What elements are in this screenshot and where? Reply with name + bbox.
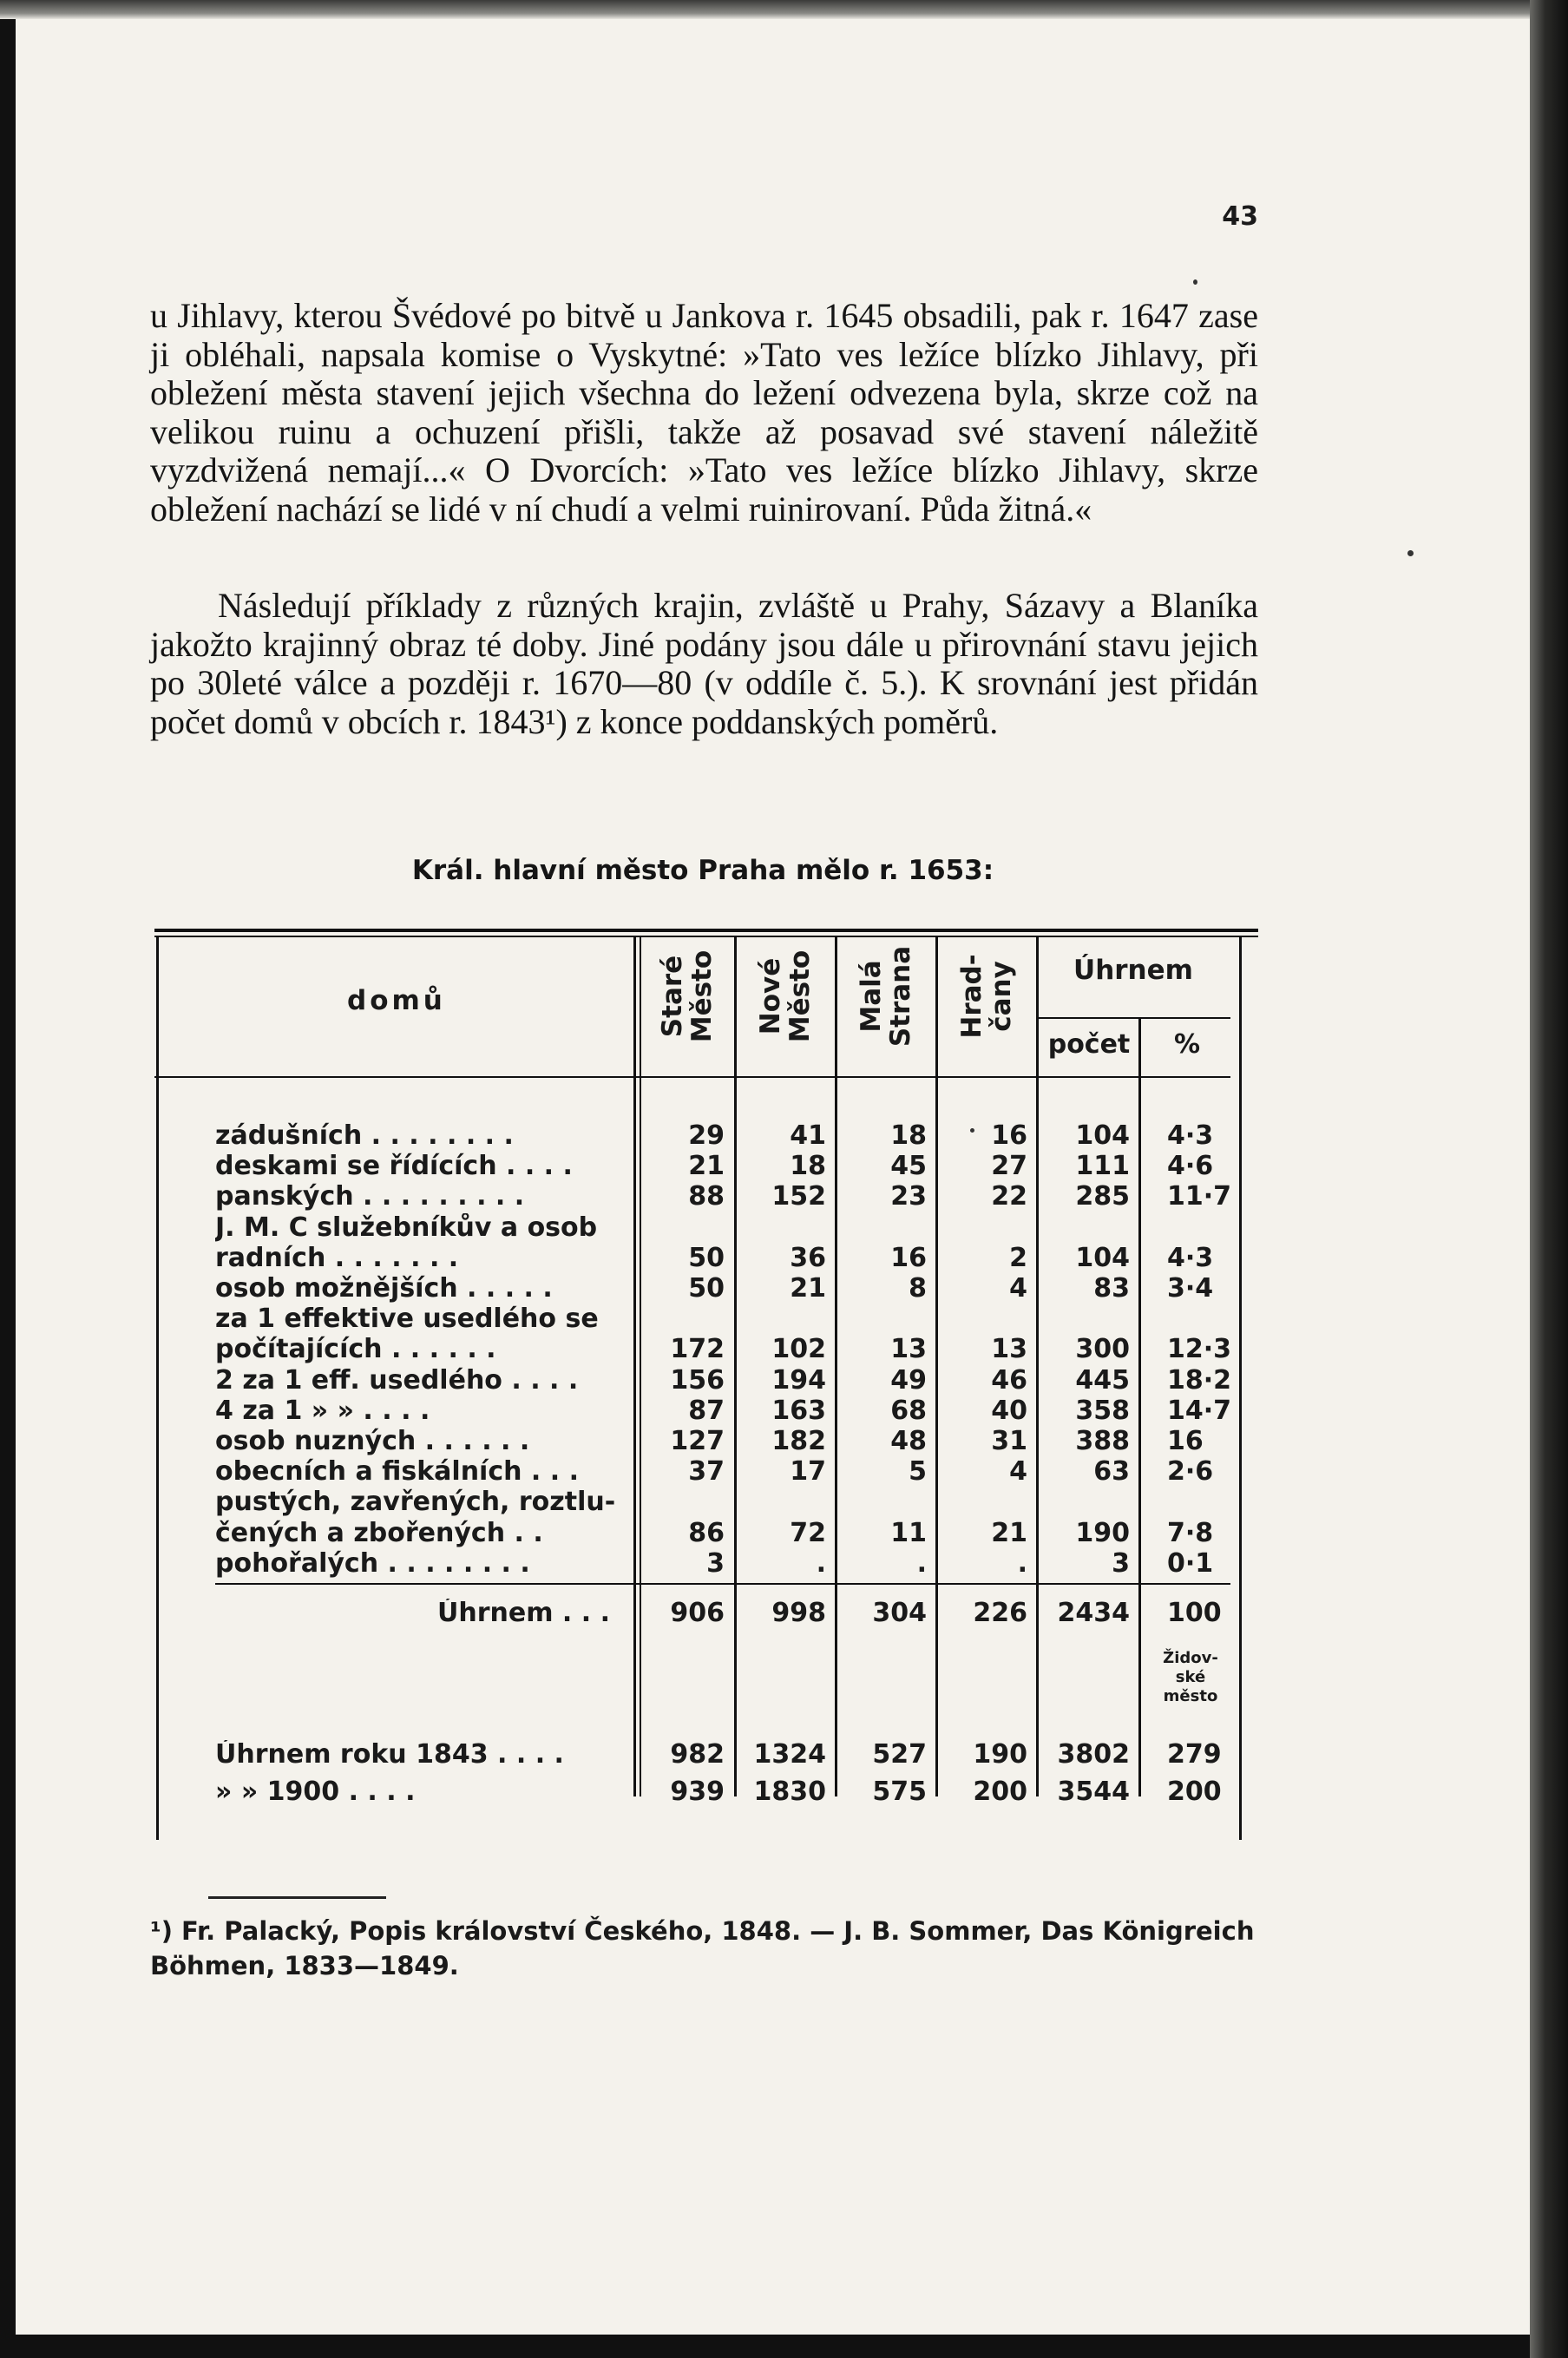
col-header-mala-line1: Malá [856,960,887,1033]
table-cell: 23 [890,1181,927,1212]
jewish-town-header [1147,1649,1234,1706]
table-cell: 46 [991,1365,1027,1396]
table-cell: 388 [1075,1426,1130,1456]
table-cell: 3 [706,1548,725,1579]
table-cell: 998 [771,1598,826,1628]
table-cell: 22 [991,1181,1027,1212]
col-header-hradcany [930,951,1043,1041]
table-header-rule [154,1076,1230,1078]
table-cell: 2434 [1057,1598,1130,1628]
table-row-label: 2 za 1 eff. usedlého . . . . [215,1366,579,1396]
table-cell: 13 [991,1334,1027,1364]
col-header-mala-line2: Strana [885,945,916,1048]
table-cell: 31 [991,1426,1027,1456]
col-header-nove-mesto [729,951,842,1041]
page-number: 43 [1222,201,1258,232]
scan-top-edge [0,0,1568,19]
table-cell: 104 [1075,1243,1130,1273]
table-row-label: osob možnějších . . . . . [215,1274,553,1304]
table-cell: 100 [1167,1598,1222,1628]
table-cell: 50 [688,1273,725,1304]
table-row-label: » » 1900 . . . . [215,1777,416,1807]
table-cell: 182 [771,1426,826,1456]
col-header-stare-mesto [631,951,744,1041]
table-row-label: panských . . . . . . . . . [215,1182,525,1212]
table-left-border [156,937,159,1840]
table-cell: 4 [1009,1273,1027,1304]
table-cell: 48 [890,1426,927,1456]
table-cell: 285 [1075,1181,1130,1212]
table-cell: 40 [991,1396,1027,1426]
table-cell: . [1017,1548,1027,1579]
table-row-label: Úhrnem roku 1843 . . . . [215,1740,564,1770]
table-cell: 37 [688,1456,725,1487]
table-cell: 87 [688,1396,725,1426]
table-cell: . [816,1548,826,1579]
row-header-domu: domů [347,985,446,1016]
table-cell: 4 [1009,1456,1027,1487]
scan-speck [970,1128,974,1133]
table-row-label: pohořalých . . . . . . . . [215,1549,530,1579]
jewish-town-line3: město [1163,1687,1218,1705]
table-row-label: radních . . . . . . . [215,1244,459,1273]
table-cell: 111 [1075,1151,1130,1181]
table-cell: 5 [909,1456,927,1487]
footnote-rule [208,1896,386,1899]
table-title: Král. hlavní město Praha mělo r. 1653: [411,855,994,886]
table-cell: 3 [1112,1548,1130,1579]
table-cell: 21 [790,1273,826,1304]
col-header-hrad-line2: čany [986,961,1017,1032]
scan-speck [1193,279,1197,285]
table-row-label: obecních a fiskálních . . . [215,1457,580,1487]
table-cell: 16 [890,1243,927,1273]
table-cell: 3544 [1057,1777,1130,1807]
table-cell: 156 [670,1365,725,1396]
table-cell: 575 [872,1777,927,1807]
table-cell: 86 [688,1518,725,1548]
table-row-label: za 1 effektive usedlého se [215,1304,599,1334]
table-cell: 4·3 [1167,1243,1214,1273]
scan-speck [1407,550,1414,556]
table-row-label: 4 za 1 » » . . . . [215,1396,430,1426]
table-cell: 190 [1075,1518,1130,1548]
col-header-nove-line2: Město [784,949,816,1043]
total-subheader-rule [1038,1017,1230,1019]
table-cell: 18·2 [1167,1365,1232,1396]
table-cell: 45 [890,1151,927,1181]
table-cell: 36 [790,1243,826,1273]
table-row-label: deskami se řídících . . . . [215,1152,573,1181]
table-cell: 1324 [753,1739,826,1770]
table-cell: 1830 [753,1777,826,1807]
table-right-border [1239,937,1242,1840]
table-cell: 226 [973,1598,1027,1628]
table-cell: 16 [991,1120,1027,1151]
table-cell: 7·8 [1167,1518,1214,1548]
jewish-town-line1: Židov- [1163,1649,1218,1667]
table-cell: 11 [890,1518,927,1548]
table-cell: 16 [1167,1426,1204,1456]
table-row-label: počítajících . . . . . . [215,1335,496,1364]
table-cell: 72 [790,1518,826,1548]
footnote: ¹) Fr. Palacký, Popis království Českého, 1848. — J. B. Sommer, Das Königreich Böhmen, 1833—1849. [150,1916,1255,1980]
table-cell: 172 [670,1334,725,1364]
table-row-label: osob nuzných . . . . . . [215,1427,530,1456]
paragraph-2-text: Následují příklady z různých krajin, zvláště u Prahy, Sázavy a Blaníka jakožto krajinný obraz té doby. Jiné podány jsou dále u přirovnání stavu jejich po 30leté válce a později r. 1670—80 (v oddíle č. 5.). K srovnání jest přidán počet domů v obcích r. 1843¹) z konce poddanských poměrů. [150,586,1258,741]
table-cell: 279 [1167,1739,1222,1770]
table-cell: 2·6 [1167,1456,1214,1487]
table-row-label: J. M. C služebníkův a osob [215,1213,598,1243]
table-sum-rule [215,1583,1230,1585]
table-cell: 8 [909,1273,927,1304]
table-cell: 190 [973,1739,1027,1770]
col-header-stare-line1: Staré [657,955,688,1038]
percent-header: % [1173,1029,1201,1060]
table-cell: 13 [890,1334,927,1364]
table-cell: 63 [1093,1456,1130,1487]
table-cell: 358 [1075,1396,1130,1426]
table-cell: 29 [688,1120,725,1151]
table-cell: 41 [790,1120,826,1151]
table-cell: 17 [790,1456,826,1487]
paragraph-1 [150,297,1258,529]
table-cell: 304 [872,1598,927,1628]
table-top-rule-thin [154,936,1258,937]
table-cell: 4·3 [1167,1120,1214,1151]
table-cell: 83 [1093,1273,1130,1304]
table-cell: 906 [670,1598,725,1628]
table-cell: 200 [973,1777,1027,1807]
table-cell: 982 [670,1739,725,1770]
table-cell: 11·7 [1167,1181,1232,1212]
table-cell: 102 [771,1334,826,1364]
table-cell: 300 [1075,1334,1130,1364]
col-divider-6 [1138,1017,1141,1796]
table-cell: 49 [890,1365,927,1396]
table-cell: 21 [688,1151,725,1181]
table-cell: 50 [688,1243,725,1273]
table-cell: 104 [1075,1120,1130,1151]
table-cell: 88 [688,1181,725,1212]
table-cell: 527 [872,1739,927,1770]
table-cell: 18 [890,1120,927,1151]
col-header-stare-line2: Město [686,949,718,1043]
paragraph-2 [150,587,1258,741]
table-top-rule [154,929,1258,932]
col-header-nove-line1: Nové [755,957,786,1035]
count-header: počet [1047,1029,1131,1060]
table-row-label: čených a zbořených . . [215,1519,543,1548]
table-cell: 200 [1167,1777,1222,1807]
table-cell: 3802 [1057,1739,1130,1770]
table-cell: 0·1 [1167,1548,1214,1579]
table-cell: 14·7 [1167,1396,1232,1426]
paragraph-1-text: u Jihlavy, kterou Švédové po bitvě u Jankova r. 1645 obsadili, pak r. 1647 zase ji obléhali, napsala komise o Vyskytné: »Tato ves ležíce blízko Jihlavy, při obležení města stavení jejich všechna do ležení odvezena byla, skrze což na velikou ruinu a ochuzení přišli, takže až posavad své stavení náležitě vyzdvižená nemají...« O Dvorcích: »Tato ves ležíce blízko Jihlavy, skrze obležení nachází se lidé v ní chudí a velmi ruinirovaní. Půda žitná.« [150,296,1258,529]
table-row-label: pustých, zavřených, roztlu- [215,1488,616,1517]
table-cell: 3·4 [1167,1273,1214,1304]
table-cell: . [916,1548,927,1579]
table-cell: 152 [771,1181,826,1212]
table-cell: 163 [771,1396,826,1426]
total-header: Úhrnem [1073,955,1193,986]
table-cell: 127 [670,1426,725,1456]
col-header-mala-strana [830,945,942,1048]
table-cell: 18 [790,1151,826,1181]
table-cell: 21 [991,1518,1027,1548]
table-cell: 194 [771,1365,826,1396]
table-cell: 27 [991,1151,1027,1181]
scan-right-edge [1530,0,1568,2358]
col-header-hrad-line1: Hrad- [956,954,987,1039]
table-row-label: zádušních . . . . . . . . [215,1121,514,1151]
jewish-town-line2: ské [1175,1668,1206,1686]
table-cell: 2 [1009,1243,1027,1273]
table-cell: 445 [1075,1365,1130,1396]
table-cell: 4·6 [1167,1151,1214,1181]
table-row-label: Úhrnem . . . [437,1599,610,1628]
table-cell: 12·3 [1167,1334,1232,1364]
table-cell: 68 [890,1396,927,1426]
table-cell: 939 [670,1777,725,1807]
